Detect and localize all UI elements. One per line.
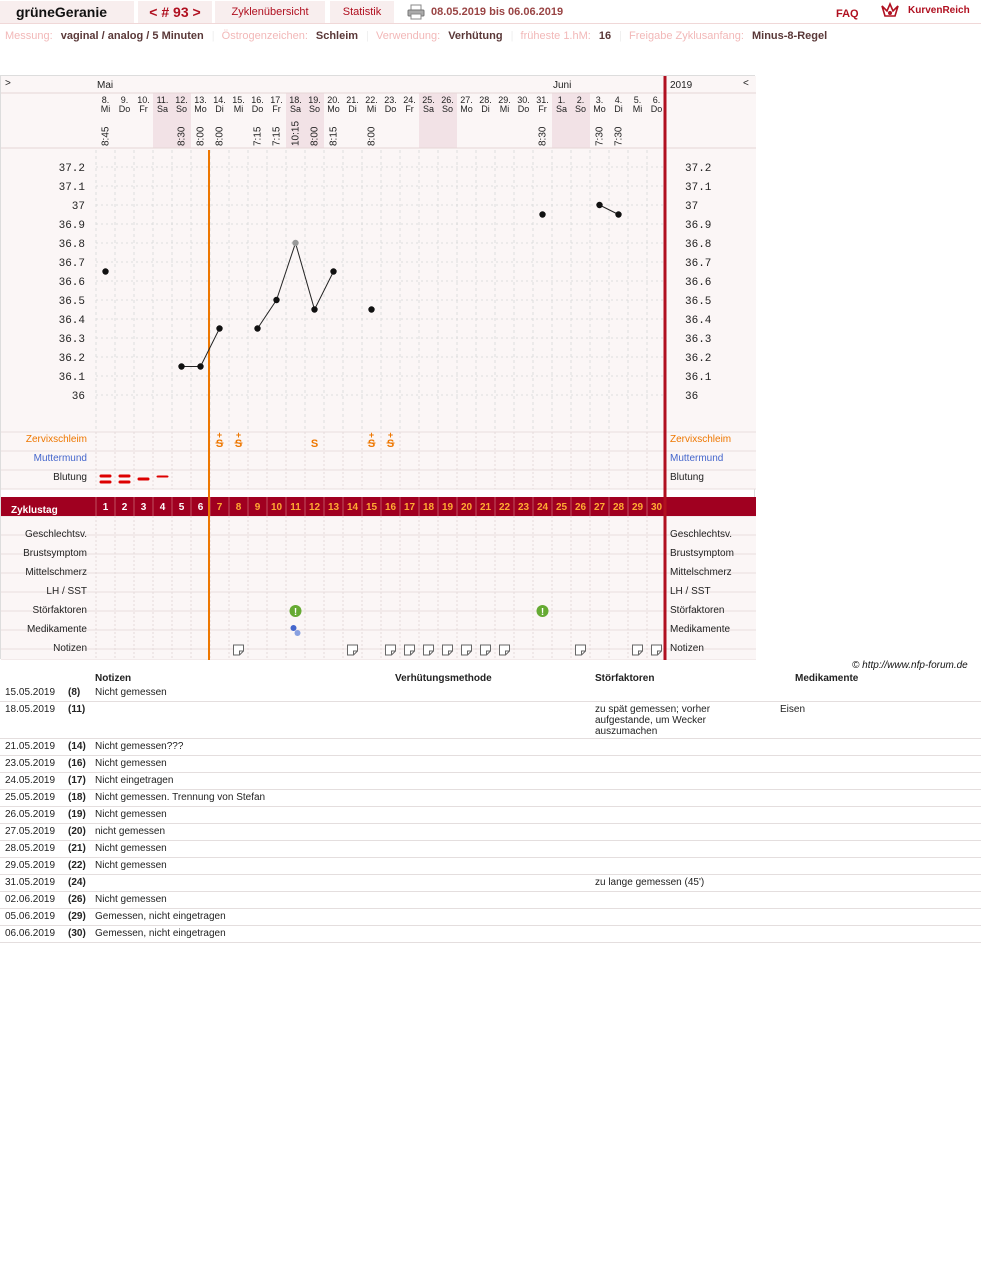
cycle-chart [0,75,755,659]
day-weekday: Fr [538,104,547,114]
mucus-plus: + [368,430,375,440]
bleeding-mark [100,475,112,478]
note-disturbance: zu spät gemessen; vorher aufgestande, um Wecker auszumachen [595,704,711,737]
day-date: 1. [557,95,566,105]
cycle-day-number: 20 [460,502,473,513]
disturbance-icon-mark: ! [540,607,545,618]
temperature-point [615,211,621,217]
disturbance-icon-mark: ! [293,607,298,618]
y-tick-label-right: 36.7 [685,258,712,270]
day-date: 21. [346,95,359,105]
day-weekday: Mo [460,104,473,114]
copyright-link[interactable]: © http://www.nfp-forum.de [852,660,968,671]
day-date: 31. [536,95,549,105]
y-tick-label-left: 36.7 [58,258,85,270]
day-weekday: So [308,104,321,114]
cycle-day-number: 12 [308,502,321,513]
row-label-blutung: Blutung [53,472,87,483]
day-date: 22. [365,95,378,105]
day-date: 8. [101,95,110,105]
note-date: 06.06.2019 [5,928,56,939]
day-date: 18. [289,95,302,105]
notes-header-stoerfaktoren: Störfaktoren [595,673,655,684]
cycle-day-number: 15 [365,502,378,513]
statistics-link[interactable]: Statistik [330,1,394,23]
day-date: 24. [403,95,416,105]
day-weekday: Mi [233,104,244,114]
note-text: Nicht gemessen [95,843,167,854]
note-cycle-day: (18) [68,792,86,803]
day-weekday: Sa [555,104,568,114]
day-date: 30. [517,95,530,105]
note-row [0,773,981,790]
cycle-day-number: 8 [235,502,242,513]
note-date: 28.05.2019 [5,843,56,854]
measurement-time: 8:45 [100,126,112,146]
cycle-day-number: 6 [197,502,204,513]
y-tick-label-right: 37 [685,201,699,213]
y-tick-label-left: 36.2 [58,353,85,365]
date-range: 08.05.2019 bis 06.06.2019 [431,6,564,18]
note-text: Nicht gemessen [95,809,167,820]
temperature-point [311,306,317,312]
row-label-right-blutung: Blutung [670,472,704,483]
cycle-day-number: 25 [555,502,568,513]
info-separator: | [366,30,369,42]
note-text: Nicht gemessen [95,687,167,698]
note-text: Nicht gemessen. Trennung von Stefan [95,792,266,803]
cycle-day-number: 5 [178,502,185,513]
info-separator: | [619,30,622,42]
month-label-juni: Juni [553,80,572,91]
cycle-day-number: 13 [327,502,340,513]
day-weekday: Do [251,104,264,114]
day-date: 23. [384,95,397,105]
header-panel [1,76,756,148]
day-date: 25. [422,95,435,105]
month-label-mai: Mai [97,80,114,91]
faq-link[interactable]: FAQ [836,8,859,20]
medication-icon [291,625,297,631]
temperature-point [539,211,545,217]
day-date: 2. [576,95,585,105]
info-value-oestrogen: Schleim [315,30,359,42]
y-tick-label-left: 36.5 [58,296,85,308]
note-row [0,892,981,909]
mucus-symbol: S [386,438,395,450]
note-date: 29.05.2019 [5,860,56,871]
kurvenreich-logo-icon[interactable] [880,2,900,20]
y-tick-label-right: 36.3 [685,334,712,346]
row-label-right-zervixschleim: Zervixschleim [670,434,732,445]
y-tick-label-right: 36.9 [685,220,712,232]
row-label-right-brustsymptom: Brustsymptom [670,548,734,559]
measurement-time: 8:00 [309,126,321,146]
cycle-day-number: 19 [441,502,454,513]
temperature-point [596,202,602,208]
note-row [0,909,981,926]
measurement-time: 7:15 [252,126,264,146]
note-cycle-day: (17) [68,775,86,786]
y-tick-label-left: 36.6 [58,277,85,289]
previous-cycle-button[interactable]: > [5,78,11,89]
cycle-day-number: 14 [346,502,359,513]
note-date: 02.06.2019 [5,894,56,905]
note-cycle-day: (20) [68,826,86,837]
medication-icon-half [295,630,301,636]
row-label-medikamente: Medikamente [26,624,87,635]
temperature-point [102,268,108,274]
cycle-day-number: 7 [216,502,223,513]
day-date: 20. [327,95,340,105]
bleeding-mark [119,481,131,484]
day-weekday: Di [348,104,357,114]
day-date: 3. [595,95,604,105]
mucus-symbol: S [215,438,224,450]
day-date: 12. [175,95,188,105]
observation-panel [1,432,756,489]
y-tick-label-left: 37 [71,201,85,213]
y-tick-label-right: 36.1 [685,372,712,384]
app-title: grüneGeranie [0,1,134,23]
measurement-time: 8:00 [195,126,207,146]
chart-canvas [1,76,756,660]
info-label-freigabe: Freigabe Zyklusanfang: [629,30,744,42]
y-tick-label-right: 36.4 [685,315,712,327]
note-text: Nicht gemessen [95,758,167,769]
day-weekday: Fr [272,104,281,114]
day-date: 26. [441,95,454,105]
note-medication: Eisen [780,704,806,715]
cycle-day-number: 11 [290,502,301,513]
day-date: 15. [232,95,245,105]
row-label-geschlechtsv: Geschlechtsv. [24,529,87,540]
info-label-messung: Messung: [5,30,53,42]
note-row [0,926,981,943]
day-date: 16. [251,95,264,105]
mucus-plus: + [387,430,394,440]
day-date: 28. [479,95,492,105]
note-date: 27.05.2019 [5,826,56,837]
cycle-day-number: 17 [403,502,416,513]
day-date: 19. [308,95,321,105]
info-label-frueheste: früheste 1.hM: [520,30,591,42]
day-date: 9. [120,95,129,105]
note-text: nicht gemessen [95,826,166,837]
day-weekday: Sa [289,104,302,114]
row-label-lh-sst: LH / SST [46,586,87,597]
day-date: 17. [270,95,283,105]
note-cycle-day: (11) [68,704,86,715]
row-label-zervixschleim: Zervixschleim [25,434,87,445]
cycle-day-number: 23 [517,502,530,513]
top-bar [0,0,981,24]
row-label-right-notizen: Notizen [670,643,704,654]
next-cycle-button[interactable]: < [743,78,749,89]
y-tick-label-left: 37.1 [58,182,85,194]
info-separator: | [510,30,514,42]
cycle-day-number: 1 [102,502,109,513]
y-tick-label-left: 37.2 [58,163,85,175]
note-row [0,790,981,807]
cycle-day-number: 29 [631,502,644,513]
bleeding-mark [157,476,169,478]
note-row [0,756,981,773]
info-label-oestrogen: Östrogenzeichen: [221,30,308,42]
note-date: 23.05.2019 [5,758,56,769]
day-weekday: Mo [593,104,606,114]
info-value-messung: vaginal / analog / 5 Minuten [60,30,204,42]
mucus-symbol: S [234,438,243,450]
row-label-right-mittelschmerz: Mittelschmerz [670,567,732,578]
note-row [0,807,981,824]
temperature-point [273,297,279,303]
note-text: Nicht gemessen??? [95,741,184,752]
y-tick-label-left: 36 [71,391,85,403]
note-row [0,702,981,739]
temperature-panel [1,148,756,432]
measurement-time: 8:00 [366,126,378,146]
temperature-point [254,325,260,331]
temperature-point [216,325,222,331]
note-date: 26.05.2019 [5,809,56,820]
printer-icon[interactable] [407,4,425,20]
year-label: 2019 [670,80,693,91]
day-weekday: Do [384,104,397,114]
cycle-day-number: 2 [121,502,128,513]
notes-header-medikamente: Medikamente [795,673,859,684]
bleeding-mark [119,475,131,478]
note-cycle-day: (14) [68,741,86,752]
note-cycle-day: (8) [68,687,81,698]
mucus-plus: + [235,430,242,440]
row-label-right-muttermund: Muttermund [670,453,724,464]
mucus-symbol: S [310,438,319,450]
day-weekday: Mo [194,104,207,114]
cycle-info-row [5,30,831,42]
row-label-muttermund: Muttermund [33,453,87,464]
note-cycle-day: (21) [68,843,86,854]
row-label-right-medikamente: Medikamente [670,624,731,635]
row-label-brustsymptom: Brustsymptom [23,548,87,559]
day-date: 13. [194,95,207,105]
info-label-verwendung: Verwendung: [375,30,441,42]
note-cycle-day: (19) [68,809,86,820]
cycle-overview-link[interactable]: Zyklenübersicht [215,1,325,23]
note-date: 31.05.2019 [5,877,56,888]
day-date: 6. [652,95,661,105]
day-weekday: Fr [139,104,148,114]
mucus-symbol: S [367,438,376,450]
y-tick-label-left: 36.9 [58,220,85,232]
notes-header-notizen: Notizen [95,673,132,684]
cycle-navigation[interactable]: < # 93 > [138,1,212,23]
note-row [0,841,981,858]
note-cycle-day: (22) [68,860,86,871]
y-tick-label-left: 36.4 [58,315,85,327]
note-row [0,739,981,756]
y-tick-label-right: 37.2 [685,163,712,175]
y-tick-label-right: 36.8 [685,239,712,251]
day-date: 11. [156,95,169,105]
day-weekday: Sa [422,104,435,114]
measurement-time: 8:30 [537,126,549,146]
cycle-day-number: 16 [384,502,397,513]
day-weekday: So [574,104,587,114]
day-date: 5. [633,95,642,105]
day-date: 10. [137,95,150,105]
day-weekday: Sa [156,104,169,114]
temperature-point [330,268,336,274]
note-date: 05.06.2019 [5,911,56,922]
row-label-right-geschlechtsv: Geschlechtsv. [670,529,733,540]
temperature-point [368,306,374,312]
day-weekday: Do [650,104,663,114]
day-weekday: Di [481,104,490,114]
note-text: Gemessen, nicht eingetragen [95,928,226,939]
measurement-time: 7:30 [613,126,625,146]
temperature-point [197,363,203,369]
y-tick-label-right: 36 [685,391,699,403]
cycle-day-number: 4 [159,502,166,513]
day-weekday: Mi [499,104,510,114]
cycle-day-number: 28 [612,502,625,513]
cycle-day-number: 22 [498,502,511,513]
day-weekday: Mo [327,104,340,114]
note-cycle-day: (24) [68,877,86,888]
measurement-time: 8:00 [214,126,226,146]
cycle-day-number: 9 [254,502,261,513]
note-row [0,875,981,892]
cycle-day-number: 10 [270,502,283,513]
day-date: 14. [213,95,226,105]
note-text: Nicht gemessen [95,860,167,871]
notes-header-method: Verhütungsmethode [395,673,492,684]
cycle-day-number: 21 [479,502,492,513]
day-weekday: So [441,104,454,114]
note-text: Nicht eingetragen [95,775,174,786]
row-label-mittelschmerz: Mittelschmerz [25,567,87,578]
y-tick-label-right: 36.5 [685,296,712,308]
row-label-right-lh-sst: LH / SST [670,586,711,597]
measurement-time: 7:15 [271,126,283,146]
measurement-time: 10:15 [290,120,302,146]
note-row [0,858,981,875]
row-label-zyklustag: Zyklustag [11,505,58,516]
day-weekday: Do [517,104,530,114]
bleeding-mark [138,478,150,481]
day-weekday: Mi [632,104,643,114]
note-text: Nicht gemessen [95,894,167,905]
info-value-freigabe: Minus-8-Regel [751,30,828,42]
cycle-day-number: 26 [574,502,587,513]
day-date: 29. [498,95,511,105]
y-tick-label-left: 36.1 [58,372,85,384]
day-weekday: Do [118,104,131,114]
temperature-point-excluded [292,240,298,246]
bleeding-mark [100,481,112,484]
y-tick-label-right: 36.6 [685,277,712,289]
note-text: Gemessen, nicht eingetragen [95,911,226,922]
cycle-day-number: 3 [140,502,147,513]
day-weekday: Fr [405,104,414,114]
note-date: 15.05.2019 [5,687,56,698]
day-weekday: Mi [100,104,111,114]
info-separator: | [211,30,215,42]
y-tick-label-right: 36.2 [685,353,712,365]
day-weekday: Mi [366,104,377,114]
y-tick-label-left: 36.3 [58,334,85,346]
day-weekday: So [175,104,188,114]
kurvenreich-link[interactable]: KurvenReich [908,5,970,16]
note-cycle-day: (26) [68,894,86,905]
cycle-day-number: 24 [536,502,549,513]
note-row [0,685,981,702]
cycle-day-number: 27 [593,502,606,513]
row-label-right-stoerfaktoren: Störfaktoren [670,605,725,616]
symptom-panel [1,516,756,660]
day-date: 4. [614,95,623,105]
day-date: 27. [460,95,473,105]
measurement-time: 8:15 [328,126,340,146]
note-date: 18.05.2019 [5,704,56,715]
note-date: 24.05.2019 [5,775,56,786]
note-cycle-day: (29) [68,911,86,922]
measurement-time: 7:30 [594,126,606,146]
day-weekday: Di [614,104,623,114]
temperature-point [178,363,184,369]
mucus-plus: + [216,430,223,440]
note-cycle-day: (30) [68,928,86,939]
note-cycle-day: (16) [68,758,86,769]
y-tick-label-right: 37.1 [685,182,712,194]
y-tick-label-left: 36.8 [58,239,85,251]
note-date: 21.05.2019 [5,741,56,752]
info-value-verwendung: Verhütung [448,30,503,42]
cycle-day-number: 30 [650,502,663,513]
note-disturbance: zu lange gemessen (45') [595,877,705,888]
day-weekday: Di [215,104,224,114]
note-date: 25.05.2019 [5,792,56,803]
row-label-stoerfaktoren: Störfaktoren [32,605,87,616]
row-label-notizen: Notizen [53,643,87,654]
info-value-frueheste: 16 [598,30,612,42]
note-row [0,824,981,841]
measurement-time: 8:30 [176,126,188,146]
cycle-day-number: 18 [422,502,435,513]
